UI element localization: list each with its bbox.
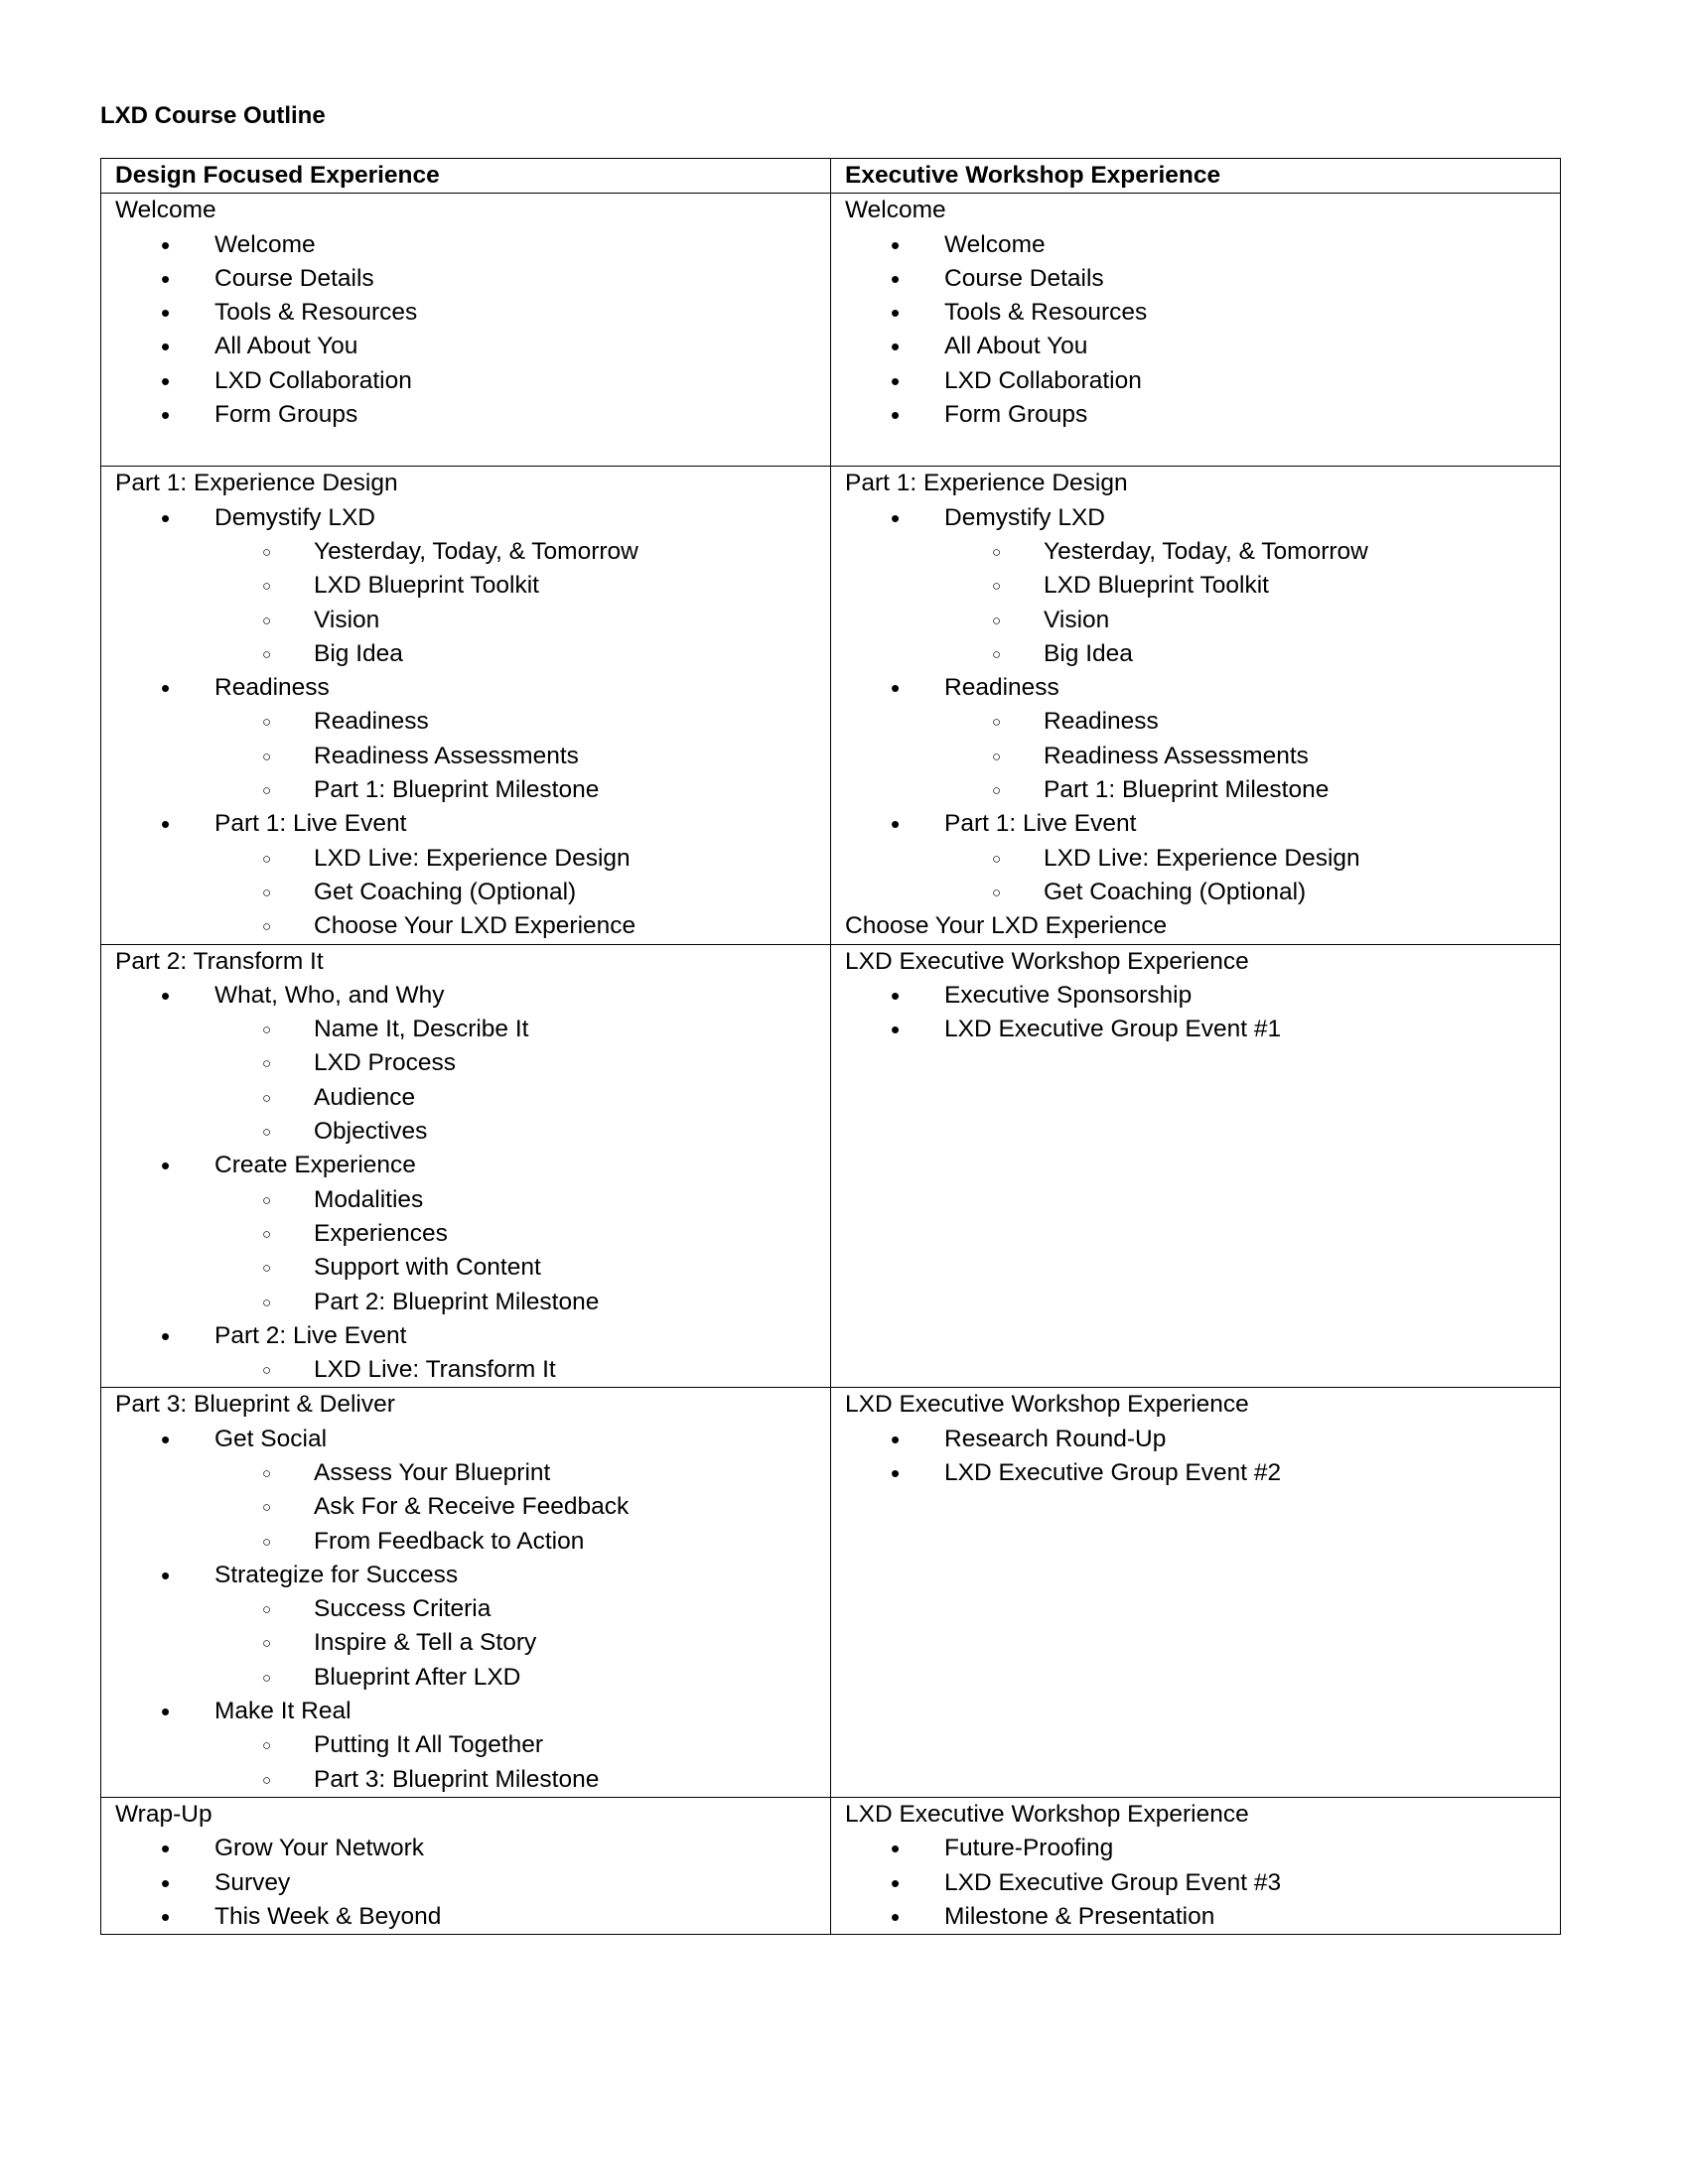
subtopic-item: ○ Vision: [944, 604, 1546, 637]
trailing-line: Choose Your LXD Experience: [845, 912, 1168, 940]
topic-label: • Future-Proofing: [944, 1835, 1114, 1862]
document-title: LXD Course Outline: [100, 102, 326, 129]
subtopic-item: ○ Success Criteria: [214, 1592, 816, 1626]
topic-label: • Strategize for Success: [214, 1561, 459, 1588]
subtopic-item: ○ Part 3: Blueprint Milestone: [214, 1763, 816, 1797]
subtopic-list: [214, 535, 816, 671]
topic-item: [115, 262, 816, 296]
topic-label: • Course Details: [944, 264, 1104, 292]
topic-item: [115, 1866, 816, 1900]
subtopic-item: ○ Modalities: [214, 1183, 816, 1217]
section-heading: Welcome: [115, 197, 216, 224]
subtopic-item: ○ LXD Process: [214, 1046, 816, 1080]
topic-item: [115, 364, 816, 398]
subtopic-item: ○ Inspire & Tell a Story: [214, 1626, 816, 1660]
topic-label: • Research Round-Up: [944, 1425, 1167, 1452]
subtopic-item: ○ Readiness: [214, 705, 816, 739]
executive-workshop-cell: [831, 194, 1561, 467]
topic-label: • LXD Collaboration: [944, 366, 1142, 394]
executive-workshop-cell: [831, 1388, 1561, 1798]
topic-label: • LXD Executive Group Event #3: [944, 1868, 1282, 1896]
subtopic-list: [214, 1456, 816, 1559]
topic-list: [845, 228, 1546, 433]
topic-label: • Make It Real: [214, 1698, 352, 1725]
subtopic-item: ○ Readiness Assessments: [944, 740, 1546, 773]
topic-label: • Welcome: [214, 230, 316, 258]
section-heading: Welcome: [845, 197, 946, 224]
subtopic-list: [944, 842, 1546, 910]
topic-item: [115, 1559, 816, 1695]
subtopic-item: ○ Big Idea: [944, 637, 1546, 671]
topic-item: [845, 1866, 1546, 1900]
topic-item: [845, 1832, 1546, 1865]
topic-list: [115, 1423, 816, 1797]
topic-item: [845, 330, 1546, 363]
topic-label: • What, Who, and Why: [214, 981, 445, 1009]
section-heading: Part 1: Experience Design: [115, 470, 398, 497]
subtopic-list: [214, 1013, 816, 1149]
topic-item: [115, 979, 816, 1149]
topic-list: [115, 228, 816, 433]
subtopic-item: ○ From Feedback to Action: [214, 1525, 816, 1559]
topic-item: [115, 296, 816, 330]
table-body: [101, 194, 1561, 1935]
topic-item: [845, 1013, 1546, 1046]
topic-label: • Part 2: Live Event: [214, 1321, 407, 1349]
subtopic-item: ○ Audience: [214, 1081, 816, 1115]
topic-item: [845, 1900, 1546, 1934]
topic-list: [115, 1832, 816, 1934]
subtopic-item: ○ LXD Blueprint Toolkit: [214, 569, 816, 603]
subtopic-item: ○ LXD Live: Experience Design: [214, 842, 816, 876]
section-heading: Wrap-Up: [115, 1800, 212, 1828]
topic-item: [845, 364, 1546, 398]
subtopic-item: ○ LXD Live: Transform It: [214, 1353, 816, 1387]
topic-label: • Tools & Resources: [944, 299, 1148, 327]
subtopic-item: ○ Get Coaching (Optional): [214, 876, 816, 909]
subtopic-list: [944, 535, 1546, 671]
topic-item: [115, 1319, 816, 1388]
topic-item: [115, 1149, 816, 1318]
subtopic-list: [214, 1353, 816, 1387]
subtopic-item: ○ Part 1: Blueprint Milestone: [214, 773, 816, 807]
topic-item: [845, 807, 1546, 909]
topic-label: • Grow Your Network: [214, 1835, 425, 1862]
subtopic-list: [214, 842, 816, 944]
topic-label: • Part 1: Live Event: [944, 810, 1137, 838]
subtopic-item: ○ Get Coaching (Optional): [944, 876, 1546, 909]
subtopic-item: ○ Part 2: Blueprint Milestone: [214, 1286, 816, 1319]
topic-label: • Tools & Resources: [214, 299, 418, 327]
subtopic-item: ○ Choose Your LXD Experience: [214, 909, 816, 943]
table-row: [101, 194, 1561, 467]
topic-item: [845, 296, 1546, 330]
topic-list: [115, 501, 816, 944]
topic-list: [115, 979, 816, 1388]
design-focused-cell: [101, 467, 831, 944]
topic-item: [115, 330, 816, 363]
subtopic-item: ○ Assess Your Blueprint: [214, 1456, 816, 1490]
topic-label: • LXD Collaboration: [214, 366, 412, 394]
topic-label: • LXD Executive Group Event #2: [944, 1458, 1282, 1486]
section-heading: Part 3: Blueprint & Deliver: [115, 1391, 395, 1419]
topic-label: • Executive Sponsorship: [944, 981, 1193, 1009]
subtopic-item: ○ Ask For & Receive Feedback: [214, 1490, 816, 1524]
topic-item: [845, 228, 1546, 262]
topic-item: [845, 671, 1546, 807]
topic-item: [115, 1900, 816, 1934]
topic-item: [845, 501, 1546, 671]
section-heading: Part 1: Experience Design: [845, 470, 1128, 497]
subtopic-item: ○ Yesterday, Today, & Tomorrow: [214, 535, 816, 569]
design-focused-cell: [101, 944, 831, 1388]
table-row: [101, 944, 1561, 1388]
topic-item: [115, 807, 816, 943]
course-outline-table: [100, 158, 1561, 1935]
subtopic-list: [214, 1183, 816, 1319]
section-heading: Part 2: Transform It: [115, 947, 324, 975]
subtopic-list: [214, 1592, 816, 1695]
section-heading: LXD Executive Workshop Experience: [845, 1391, 1249, 1419]
subtopic-item: ○ Experiences: [214, 1217, 816, 1251]
design-focused-cell: [101, 1797, 831, 1934]
topic-item: [115, 671, 816, 807]
topic-label: • LXD Executive Group Event #1: [944, 1016, 1282, 1043]
table-header: [101, 159, 1561, 194]
topic-label: • All About You: [944, 333, 1088, 360]
subtopic-item: ○ Yesterday, Today, & Tomorrow: [944, 535, 1546, 569]
table-row: [101, 1797, 1561, 1934]
header-row: [101, 159, 1561, 194]
topic-item: [845, 1423, 1546, 1456]
topic-label: • Create Experience: [214, 1152, 416, 1179]
column-header-executive-workshop: Executive Workshop Experience: [831, 159, 1561, 194]
subtopic-item: ○ Name It, Describe It: [214, 1013, 816, 1046]
topic-item: [845, 398, 1546, 432]
topic-label: • This Week & Beyond: [214, 1902, 442, 1930]
topic-list: [845, 1832, 1546, 1934]
topic-item: [115, 1423, 816, 1559]
subtopic-item: ○ LXD Blueprint Toolkit: [944, 569, 1546, 603]
topic-item: [845, 979, 1546, 1013]
section-heading: LXD Executive Workshop Experience: [845, 947, 1249, 975]
subtopic-item: ○ Part 1: Blueprint Milestone: [944, 773, 1546, 807]
subtopic-list: [214, 705, 816, 807]
topic-label: • Form Groups: [214, 401, 358, 429]
subtopic-item: ○ Putting It All Together: [214, 1728, 816, 1762]
table-row: [101, 1388, 1561, 1798]
topic-label: • Readiness: [944, 674, 1059, 702]
topic-item: [115, 398, 816, 432]
topic-label: • Demystify LXD: [214, 503, 376, 531]
topic-item: [115, 228, 816, 262]
subtopic-item: ○ Readiness Assessments: [214, 740, 816, 773]
topic-label: • Readiness: [214, 674, 330, 702]
topic-label: • Milestone & Presentation: [944, 1902, 1215, 1930]
design-focused-cell: [101, 194, 831, 467]
topic-label: • Get Social: [214, 1425, 328, 1452]
subtopic-item: ○ Objectives: [214, 1115, 816, 1149]
executive-workshop-cell: [831, 467, 1561, 944]
topic-label: • All About You: [214, 333, 358, 360]
subtopic-item: ○ LXD Live: Experience Design: [944, 842, 1546, 876]
subtopic-list: [214, 1728, 816, 1797]
executive-workshop-cell: [831, 944, 1561, 1388]
topic-item: [115, 501, 816, 671]
topic-list: [845, 501, 1546, 910]
topic-label: • Part 1: Live Event: [214, 810, 407, 838]
subtopic-item: ○ Readiness: [944, 705, 1546, 739]
topic-label: • Demystify LXD: [944, 503, 1106, 531]
topic-list: [845, 1423, 1546, 1491]
cell-spacer: [845, 432, 1546, 466]
section-heading: LXD Executive Workshop Experience: [845, 1800, 1249, 1828]
topic-item: [845, 262, 1546, 296]
topic-list: [845, 979, 1546, 1047]
subtopic-item: ○ Vision: [214, 604, 816, 637]
subtopic-list: [944, 705, 1546, 807]
topic-item: [845, 1456, 1546, 1490]
topic-item: [115, 1695, 816, 1797]
design-focused-cell: [101, 1388, 831, 1798]
column-header-design-focused: Design Focused Experience: [101, 159, 831, 194]
subtopic-item: ○ Big Idea: [214, 637, 816, 671]
table-row: [101, 467, 1561, 944]
topic-label: • Form Groups: [944, 401, 1088, 429]
topic-item: [115, 1832, 816, 1865]
subtopic-item: ○ Blueprint After LXD: [214, 1661, 816, 1695]
topic-label: • Welcome: [944, 230, 1046, 258]
topic-label: • Course Details: [214, 264, 374, 292]
executive-workshop-cell: [831, 1797, 1561, 1934]
cell-spacer: [115, 432, 816, 466]
topic-label: • Survey: [214, 1868, 291, 1896]
subtopic-item: ○ Support with Content: [214, 1251, 816, 1285]
